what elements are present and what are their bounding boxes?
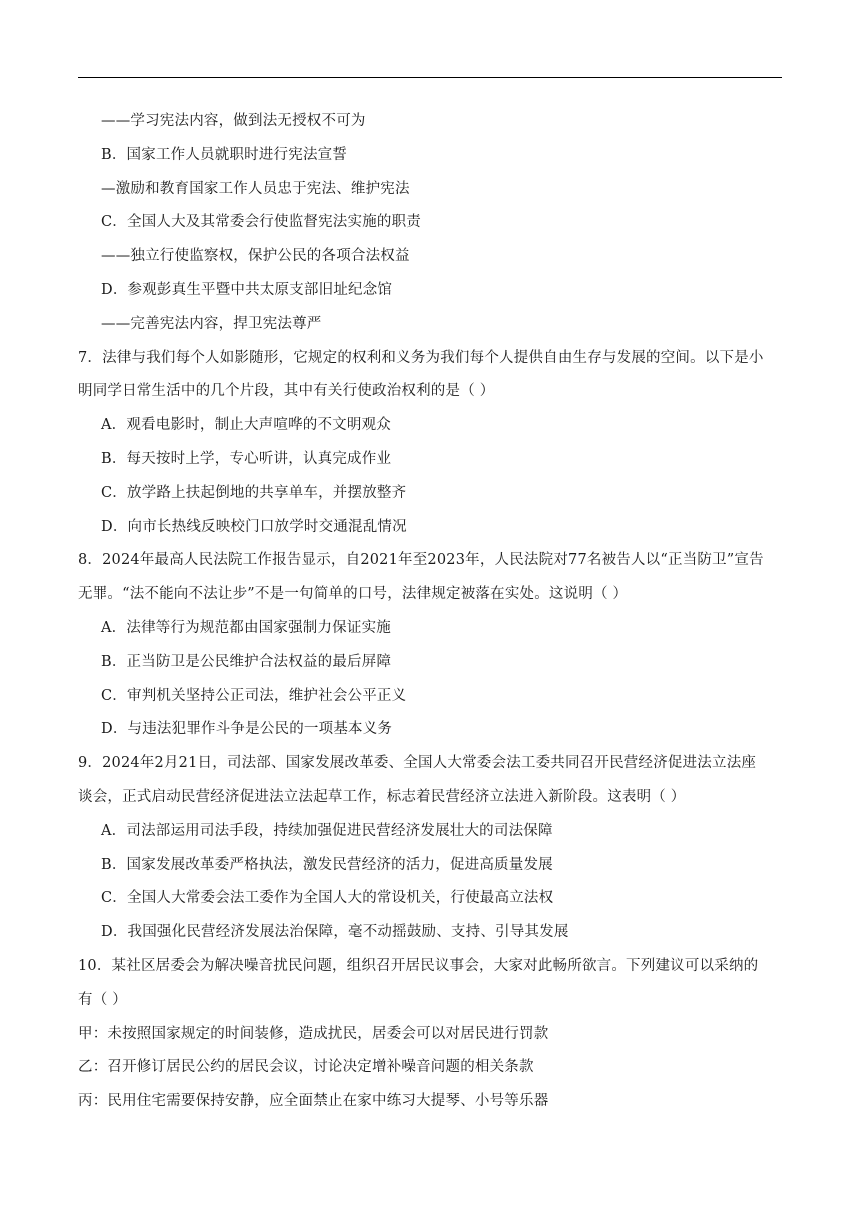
question-10-item-jia: 甲：未按照国家规定的时间装修，造成扰民，居委会可以对居民进行罚款 bbox=[78, 1026, 549, 1042]
question-9-stem-cont: 谈会，正式启动民营经济促进法立法起草工作，标志着民营经济立法进入新阶段。这表明（ ） bbox=[78, 789, 686, 805]
question-7-option-b: B．每天按时上学，专心听讲，认真完成作业 bbox=[101, 451, 392, 467]
question-8-option-a: A．法律等行为规范都由国家强制力保证实施 bbox=[101, 620, 391, 636]
question-9-option-b: B．国家发展改革委严格执法，激发民营经济的活力，促进高质量发展 bbox=[101, 857, 553, 873]
option-c-line: C．全国人大及其常委会行使监督宪法实施的职责 bbox=[101, 214, 421, 230]
question-8-option-c: C．审判机关坚持公正司法，维护社会公平正义 bbox=[101, 688, 407, 704]
question-8-option-b: B．正当防卫是公民维护合法权益的最后屏障 bbox=[101, 654, 392, 670]
question-7-stem-cont: 明同学日常生活中的几个片段，其中有关行使政治权利的是（ ） bbox=[78, 383, 495, 399]
question-9-stem: 9．2024年2月21日，司法部、国家发展改革委、全国人大常委会法工委共同召开民营经济促进法立法座 bbox=[78, 755, 757, 771]
question-8-stem-cont: 无罪。“法不能向不法让步”不是一句简单的口号，法律规定被落在实处。这说明（ ） bbox=[78, 586, 628, 602]
answer-note-line: ——独立行使监察权，保护公民的各项合法权益 bbox=[101, 248, 410, 264]
question-10-stem-cont: 有（ ） bbox=[78, 992, 127, 1008]
question-7-option-d: D．向市长热线反映校门口放学时交通混乱情况 bbox=[101, 519, 407, 535]
question-7-stem: 7．法律与我们每个人如影随形，它规定的权利和义务为我们每个人提供自由生存与发展的空间。以下是小 bbox=[78, 350, 764, 366]
header-divider bbox=[78, 77, 782, 78]
question-8-option-d: D．与违法犯罪作斗争是公民的一项基本义务 bbox=[101, 721, 393, 737]
answer-note-line: —激励和教育国家工作人员忠于宪法、维护宪法 bbox=[101, 181, 410, 197]
question-7-option-a: A．观看电影时，制止大声喧哗的不文明观众 bbox=[101, 417, 391, 433]
question-9-option-c: C．全国人大常委会法工委作为全国人大的常设机关，行使最高立法权 bbox=[101, 890, 554, 906]
answer-note-line: ——完善宪法内容，捍卫宪法尊严 bbox=[101, 316, 322, 332]
question-9-option-d: D．我国强化民营经济发展法治保障，毫不动摇鼓励、支持、引导其发展 bbox=[101, 924, 569, 940]
question-8-stem: 8．2024年最高人民法院工作报告显示，自2021年至2023年，人民法院对77名被告人以“正当防卫”宣告 bbox=[78, 552, 764, 568]
question-9-option-a: A．司法部运用司法手段，持续加强促进民营经济发展壮大的司法保障 bbox=[101, 823, 553, 839]
option-b-line: B．国家工作人员就职时进行宪法宣誓 bbox=[101, 147, 348, 163]
option-d-line: D．参观彭真生平暨中共太原支部旧址纪念馆 bbox=[101, 282, 393, 298]
answer-note-line: ——学习宪法内容，做到法无授权不可为 bbox=[101, 113, 366, 129]
question-10-stem: 10．某社区居委会为解决噪音扰民问题，组织召开居民议事会，大家对此畅所欲言。下列建议可以采纳的 bbox=[78, 958, 759, 974]
question-10-item-yi: 乙：召开修订居民公约的居民会议，讨论决定增补噪音问题的相关条款 bbox=[78, 1059, 534, 1075]
question-10-item-bing: 丙：民用住宅需要保持安静，应全面禁止在家中练习大提琴、小号等乐器 bbox=[78, 1093, 549, 1109]
question-7-option-c: C．放学路上扶起倒地的共享单车，并摆放整齐 bbox=[101, 485, 407, 501]
